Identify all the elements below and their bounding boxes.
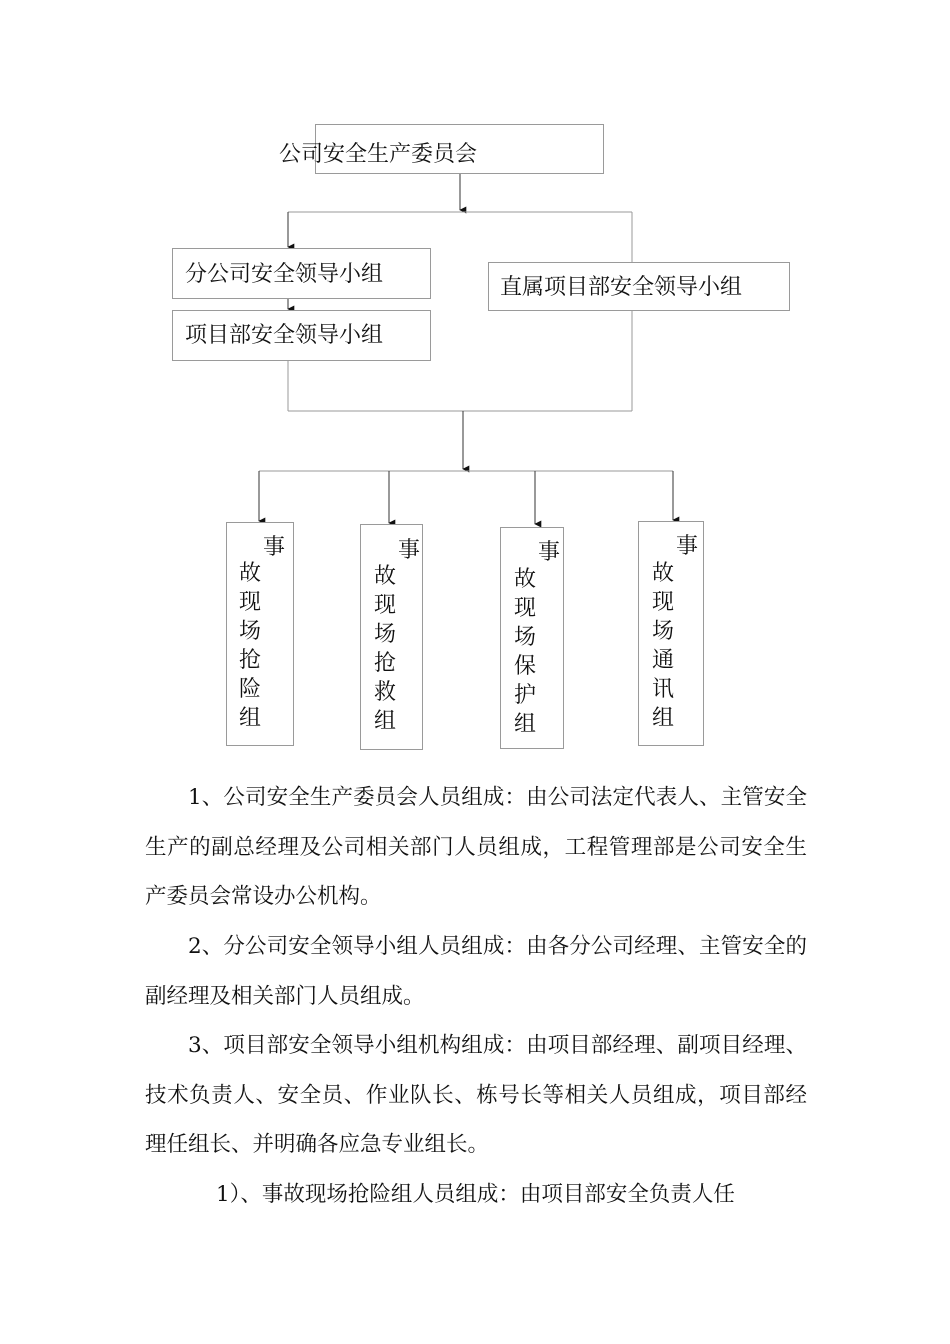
- paragraph-rescue-repair-group: 1）、事故现场抢险组人员组成：由项目部安全负责人任: [216, 1182, 735, 1207]
- project-leadership-label: 项目部安全领导小组: [185, 323, 384, 348]
- paragraph-company-committee: 1、公司安全生产委员会人员组成：由公司法定代表人、主管安全生产的副总经理及公司相关部门人员组成，工程管理部是公司安全生产委员会常设办公机构。: [145, 785, 807, 909]
- paragraph-project-leadership: 3、项目部安全领导小组机构组成：由项目部经理、副项目经理、技术负责人、安全员、作业队长、栋号长等相关人员组成，项目部经理任组长、并明确各应急专业组长。: [145, 1033, 807, 1157]
- company-committee-label: 公司安全生产委员会: [279, 142, 478, 167]
- group-2-first-char: 事: [398, 538, 421, 563]
- group-4-label: 故 现 场 通 讯 组: [651, 561, 674, 731]
- group-3-first-char: 事: [538, 540, 561, 565]
- branch-leadership-label: 分公司安全领导小组: [185, 262, 384, 287]
- direct-project-leadership-label: 直属项目部安全领导小组: [500, 275, 743, 300]
- paragraph-branch-leadership: 2、分公司安全领导小组人员组成：由各分公司经理、主管安全的副经理及相关部门人员组成。: [145, 934, 807, 1009]
- group-1-label: 故 现 场 抢 险 组: [238, 561, 261, 731]
- group-3-label: 故 现 场 保 护 组: [513, 567, 536, 737]
- group-1-first-char: 事: [263, 535, 286, 560]
- group-2-label: 故 现 场 抢 救 组: [373, 564, 396, 734]
- group-4-first-char: 事: [676, 534, 699, 559]
